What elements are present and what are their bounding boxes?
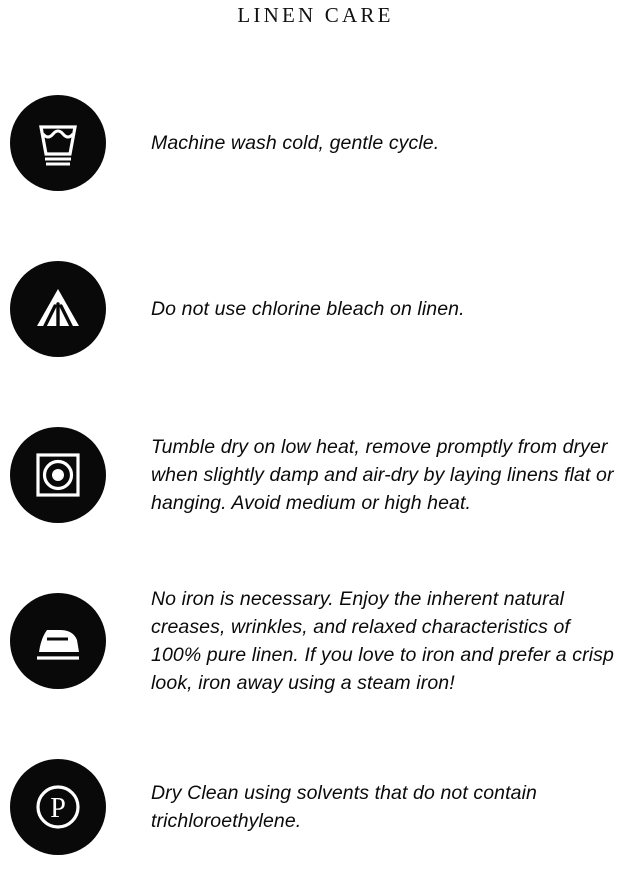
care-text: Do not use chlorine bleach on linen. (151, 298, 465, 320)
care-text: No iron is necessary. Enjoy the inherent natural creases, wrinkles, and relaxed characteristics of 100% pure linen. If you love to iron and prefer a crisp look, iron away using a steam iron! (151, 588, 614, 694)
page-title: LINEN CARE (237, 3, 394, 27)
tumble-dry-low-icon (10, 427, 106, 523)
icon-container (8, 759, 108, 855)
svg-text:P: P (50, 793, 66, 824)
list-item (0, 392, 631, 558)
care-text: Tumble dry on low heat, remove promptly from dryer when slightly damp and air-dry by laying linens flat or hanging. Avoid medium or high heat. (151, 436, 614, 514)
iron-icon (10, 593, 106, 689)
care-text: Dry Clean using solvents that do not contain trichloroethylene. (151, 782, 537, 832)
icon-container (8, 593, 108, 689)
list-item (0, 60, 631, 226)
care-text: Machine wash cold, gentle cycle. (151, 132, 440, 154)
dry-clean-p-icon (10, 759, 106, 855)
care-instruction-list (0, 60, 631, 890)
machine-wash-icon (10, 95, 106, 191)
icon-container (8, 427, 108, 523)
icon-container (8, 95, 108, 191)
list-item (0, 226, 631, 392)
do-not-bleach-icon (10, 261, 106, 357)
list-item (0, 558, 631, 724)
icon-container (8, 261, 108, 357)
list-item (0, 724, 631, 890)
